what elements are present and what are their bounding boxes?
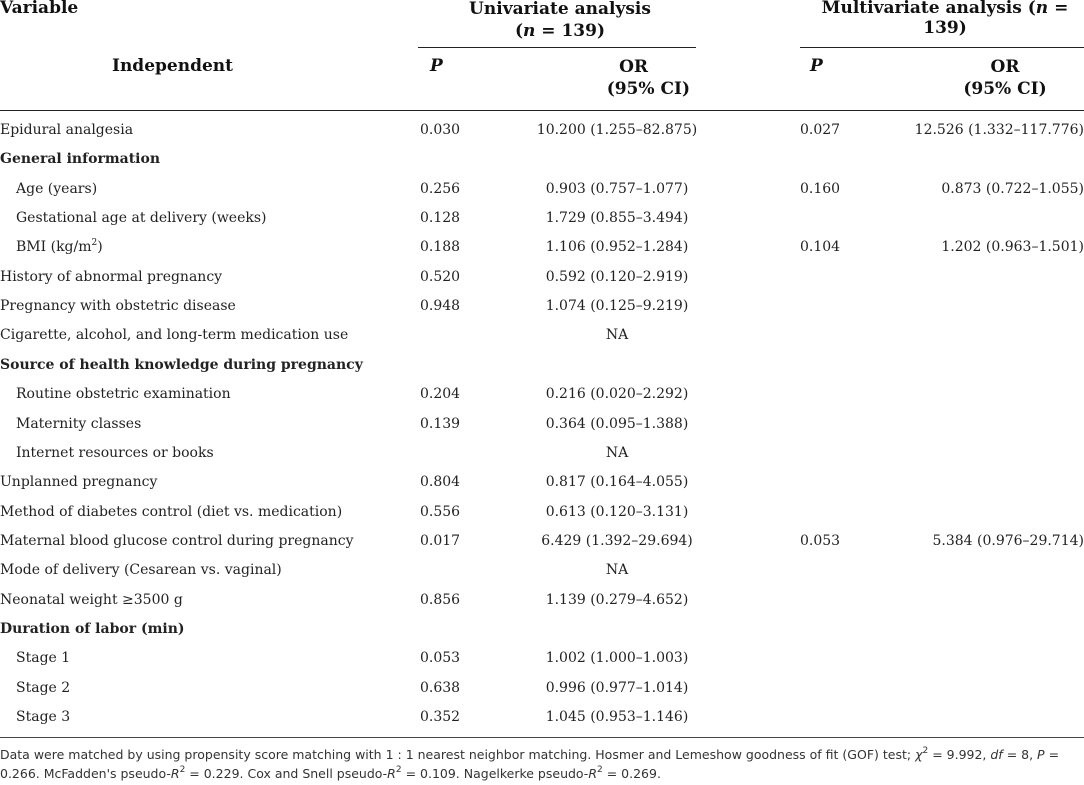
p-univariate: 0.256 [420, 180, 461, 197]
table-row [0, 592, 1084, 621]
table-row [0, 269, 1084, 298]
row-label: Neonatal weight ≥3500 g [0, 591, 183, 608]
or-univariate: NA [605, 444, 629, 461]
or-label: OR [990, 57, 1020, 77]
table-row [0, 650, 1084, 679]
p-univariate: 0.030 [420, 122, 461, 138]
row-label: Stage 1 [16, 650, 71, 667]
table-row [0, 327, 1084, 356]
or-univariate: 0.996 (0.977–1.014) [545, 679, 689, 696]
header-p-univariate: P [430, 56, 443, 76]
section-row [0, 621, 1084, 650]
or-multivariate: 0.873 (0.722–1.055) [941, 180, 1084, 197]
or-univariate: 1.729 (0.855–3.494) [545, 210, 689, 227]
row-label: Method of diabetes control (diet vs. medication) [0, 503, 343, 520]
table-row [0, 298, 1084, 327]
table-row [0, 504, 1084, 533]
row-label: Unplanned pregnancy [0, 474, 158, 491]
table-row [0, 709, 1084, 738]
or-univariate: 1.002 (1.000–1.003) [545, 650, 689, 667]
p-univariate: 0.053 [420, 650, 461, 667]
row-label: Stage 3 [16, 709, 71, 725]
p-univariate: 0.139 [420, 415, 461, 432]
header-univariate [440, 0, 680, 42]
p-univariate: 0.856 [420, 591, 461, 608]
multivariate-rule [800, 47, 1084, 48]
header-or-multivariate [930, 56, 1080, 100]
table-row [0, 386, 1084, 415]
row-label: Epidural analgesia [0, 122, 134, 138]
table-row [0, 416, 1084, 445]
p-univariate: 0.204 [420, 386, 461, 403]
or-univariate: 0.817 (0.164–4.055) [545, 474, 689, 491]
row-label: Source of health knowledge during pregnancy [0, 356, 363, 373]
p-multivariate: 0.160 [800, 180, 841, 197]
or-label: OR [619, 57, 648, 77]
univariate-rule [418, 47, 696, 48]
p-univariate: 0.556 [420, 503, 461, 520]
p-multivariate: 0.053 [800, 532, 841, 549]
or-univariate: 1.074 (0.125–9.219) [545, 298, 689, 315]
or-univariate: 0.613 (0.120–3.131) [545, 503, 689, 520]
row-label: History of abnormal pregnancy [0, 268, 223, 285]
row-label: Cigarette, alcohol, and long-term medication use [0, 327, 349, 344]
p-univariate: 0.128 [420, 210, 461, 227]
or-univariate: NA [605, 562, 629, 579]
header-variable: Variable [0, 0, 79, 18]
or-univariate: 0.903 (0.757–1.077) [545, 180, 689, 197]
or-univariate: NA [605, 327, 629, 344]
row-label: Routine obstetric examination [16, 386, 231, 403]
or-multivariate: 5.384 (0.976–29.714) [932, 532, 1084, 549]
table-row [0, 445, 1084, 474]
or-univariate: 10.200 (1.255–82.875) [536, 122, 698, 138]
header-independent: Independent [112, 56, 233, 76]
row-label: Maternity classes [16, 415, 142, 432]
table-row [0, 680, 1084, 709]
row-label: Internet resources or books [16, 444, 214, 461]
or-univariate: 0.364 (0.095–1.388) [545, 415, 689, 432]
p-univariate: 0.804 [420, 474, 461, 491]
row-label: Age (years) [16, 180, 98, 197]
p-multivariate: 0.027 [800, 122, 841, 138]
table-bottom-rule [0, 737, 1084, 738]
or-univariate: 6.429 (1.392–29.694) [541, 532, 693, 549]
row-label: Stage 2 [16, 679, 71, 696]
p-univariate: 0.352 [420, 709, 461, 725]
or-univariate: 0.216 (0.020–2.292) [545, 386, 689, 403]
ci-label: (95% CI) [963, 79, 1047, 99]
p-univariate: 0.638 [420, 679, 461, 696]
row-label: Maternal blood glucose control during pregnancy [0, 532, 354, 549]
univariate-n: (n = 139) [514, 21, 606, 41]
table-row [0, 239, 1084, 268]
p-multivariate: 0.104 [800, 239, 841, 256]
header-p-multivariate: P [810, 56, 823, 76]
univariate-title: Univariate analysis [469, 0, 651, 19]
or-multivariate: 12.526 (1.332–117.776) [914, 122, 1084, 138]
table-row [0, 210, 1084, 239]
or-multivariate: 1.202 (0.963–1.501) [941, 239, 1084, 256]
table-row [0, 474, 1084, 503]
ci-label: (95% CI) [606, 79, 690, 99]
row-label: Duration of labor (min) [0, 620, 185, 637]
or-univariate: 0.592 (0.120–2.919) [545, 268, 689, 285]
row-label: Gestational age at delivery (weeks) [16, 210, 267, 227]
or-univariate: 1.045 (0.953–1.146) [545, 709, 689, 725]
row-label: Pregnancy with obstetric disease [0, 298, 236, 315]
or-univariate: 1.139 (0.279–4.652) [545, 591, 689, 608]
p-univariate: 0.017 [420, 532, 461, 549]
or-univariate: 1.106 (0.952–1.284) [545, 239, 689, 256]
row-label: General information [0, 151, 161, 168]
section-row [0, 357, 1084, 386]
table-footnote: Data were matched by using propensity score matching with 1 : 1 nearest neighbor matching. Hosmer and Lemeshow goodness of fit (GOF) test; $\chi^2 = 9.992$, df = 8, P = 0.266. McFadden's pseudo-$R^2 = 0.229$. Cox and Snell pseudo-$R^2 = 0.109$. Nagelkerke pseudo-$R^2 = 0.269$. [0, 746, 1060, 781]
header-multivariate: Multivariate analysis (n = 139) [821, 0, 1069, 38]
table-row [0, 181, 1084, 210]
p-univariate: 0.520 [420, 268, 461, 285]
row-label: BMI $(kg/m^2)$ [16, 238, 103, 256]
header-or-univariate [540, 56, 690, 100]
section-row [0, 151, 1084, 180]
p-univariate: 0.188 [420, 239, 461, 256]
table-row [0, 562, 1084, 591]
row-label: Mode of delivery (Cesarean vs. vaginal) [0, 562, 282, 579]
p-univariate: 0.948 [420, 298, 461, 315]
table-header-rule [0, 110, 1084, 111]
table-row [0, 122, 1084, 151]
table-row [0, 533, 1084, 562]
